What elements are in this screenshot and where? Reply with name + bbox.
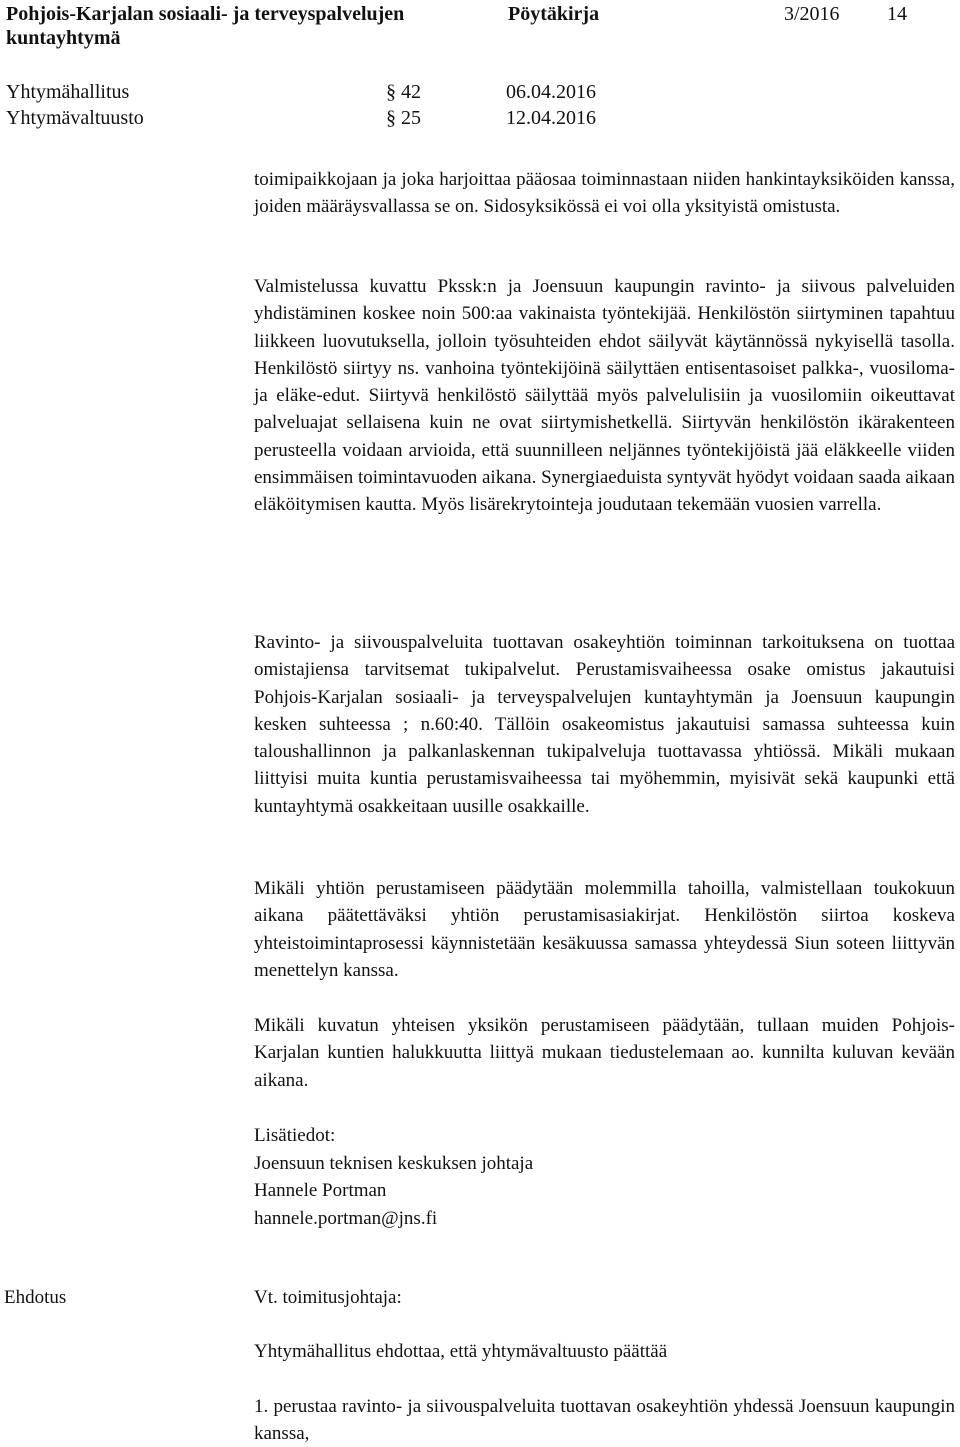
- contact-info: [254, 1122, 955, 1232]
- proposal-item-text: perustaa ravinto- ja siivouspalveluita tuottavan osakeyhtiön yhdessä Joensuun kaupungin kanssa,: [254, 1396, 955, 1444]
- document-number: 3/2016: [784, 3, 840, 25]
- body-paragraph: Valmistelussa kuvattu Pkssk:n ja Joensuun kaupungin ravinto- ja siivous palveluiden yhdistäminen koskee noin 500:aa vakinaista työntekijää. Henkilöstön siirtyminen tapahtuu liikkeen luovutuksella, jolloin työsuhteiden ehdot säilyvät käytännössä nykyisellä tasolla. Henkilöstö siirtyy ns. vanhoina työntekijöinä säilyttäen entisentasoiset palkka-, vuosiloma- ja eläke-edut. Siirtyvä henkilöstö säilyttää myös palvelulisiin ja vuosilomiin oikeuttavat palveluajat sellaisena kuin ne ovat siirtymishetkellä. Siirtyvän henkilöstön ikärakenteen perusteella voidaan arvioida, että suunnilleen neljännes työntekijöistä jää eläkkeelle viiden ensimmäisen toimintavuoden aikana. Synergiaeduista syntyvät hyödyt voidaan saada aikaan eläköitymisen kautta. Myös lisärekrytointeja joudutaan tekemään vuosien varrella.: [254, 276, 955, 516]
- proposal-item: [254, 1393, 955, 1447]
- section-symbol: §: [386, 81, 396, 103]
- meeting-body: Yhtymähallitus: [6, 81, 130, 103]
- proposal-item-number: 1.: [254, 1396, 269, 1417]
- section-value: 25: [401, 107, 421, 129]
- body-paragraph: Mikäli yhtiön perustamiseen päädytään molemmilla tahoilla, valmistellaan toukokuun aikana päätettäväksi yhtiön perustamisasiakirjat. Henkilöstön siirtoa koskeva yhteistoimintaprosessi käynnistetään kesäkuussa samassa yhteydessä Siun soteen liittyvän menettelyn kanssa.: [254, 878, 955, 981]
- contact-heading: Lisätiedot:: [254, 1125, 336, 1146]
- section-number: [386, 79, 421, 105]
- contact-name: Hannele Portman: [254, 1180, 387, 1201]
- meeting-date: 06.04.2016: [506, 81, 596, 103]
- page-number: 14: [887, 3, 907, 25]
- contact-title: Joensuun teknisen keskuksen johtaja: [254, 1152, 534, 1174]
- section-symbol: §: [386, 107, 396, 129]
- meeting-body: Yhtymävaltuusto: [6, 107, 144, 129]
- body-paragraph: Ravinto- ja siivouspalveluita tuottavan osakeyhtiön toiminnan tarkoituksena on tuottaa omistajiensa tarvitsemat tukipalvelut. Perustamisvaiheessa osake omistus jakautuisi Pohjois-Karjalan sosiaali- ja terveyspalvelujen kuntayhtymän ja Joensuun kaupungin kesken suhteessa ; n.60:40. Tällöin osakeomistus jakautuisi samassa suhteessa kuin taloushallinnon ja palkanlaskennan tukipalveluja tuottavassa yhtiössä. Mikäli mukaan liittyisi muita kuntia perustamisvaiheessa tai myöhemmin, myisivät sekä kaupunki että kuntayhtymä osakkeitaan uusille osakkaille.: [254, 632, 955, 817]
- proposal-label: Ehdotus: [4, 1287, 67, 1308]
- body-paragraph: toimipaikkojaan ja joka harjoittaa pääosaa toiminnastaan niiden hankintayksiköiden kanssa, joiden määräysvallassa se on. Sidosyksikössä ei voi olla yksityistä omistusta.: [254, 169, 955, 218]
- meeting-date: 12.04.2016: [506, 107, 596, 129]
- proposal-text: Yhtymähallitus ehdottaa, että yhtymävaltuusto päättää: [254, 1341, 668, 1362]
- body-paragraph: Mikäli kuvatun yhteisen yksikön perustamiseen päädytään, tullaan muiden Pohjois-Karjalan kuntien halukkuutta liittyä mukaan tiedustelemaan ao. kunnilta kuluvan kevään aikana.: [254, 1015, 955, 1091]
- document-type: Pöytäkirja: [508, 3, 600, 25]
- section-value: 42: [401, 81, 421, 103]
- organization-name: Pohjois-Karjalan sosiaali- ja terveyspalvelujen kuntayhtymä: [6, 3, 405, 49]
- section-number: [386, 105, 421, 131]
- proposer-label: Vt. toimitusjohtaja:: [254, 1287, 402, 1308]
- contact-email: hannele.portman@jns.fi: [254, 1207, 438, 1229]
